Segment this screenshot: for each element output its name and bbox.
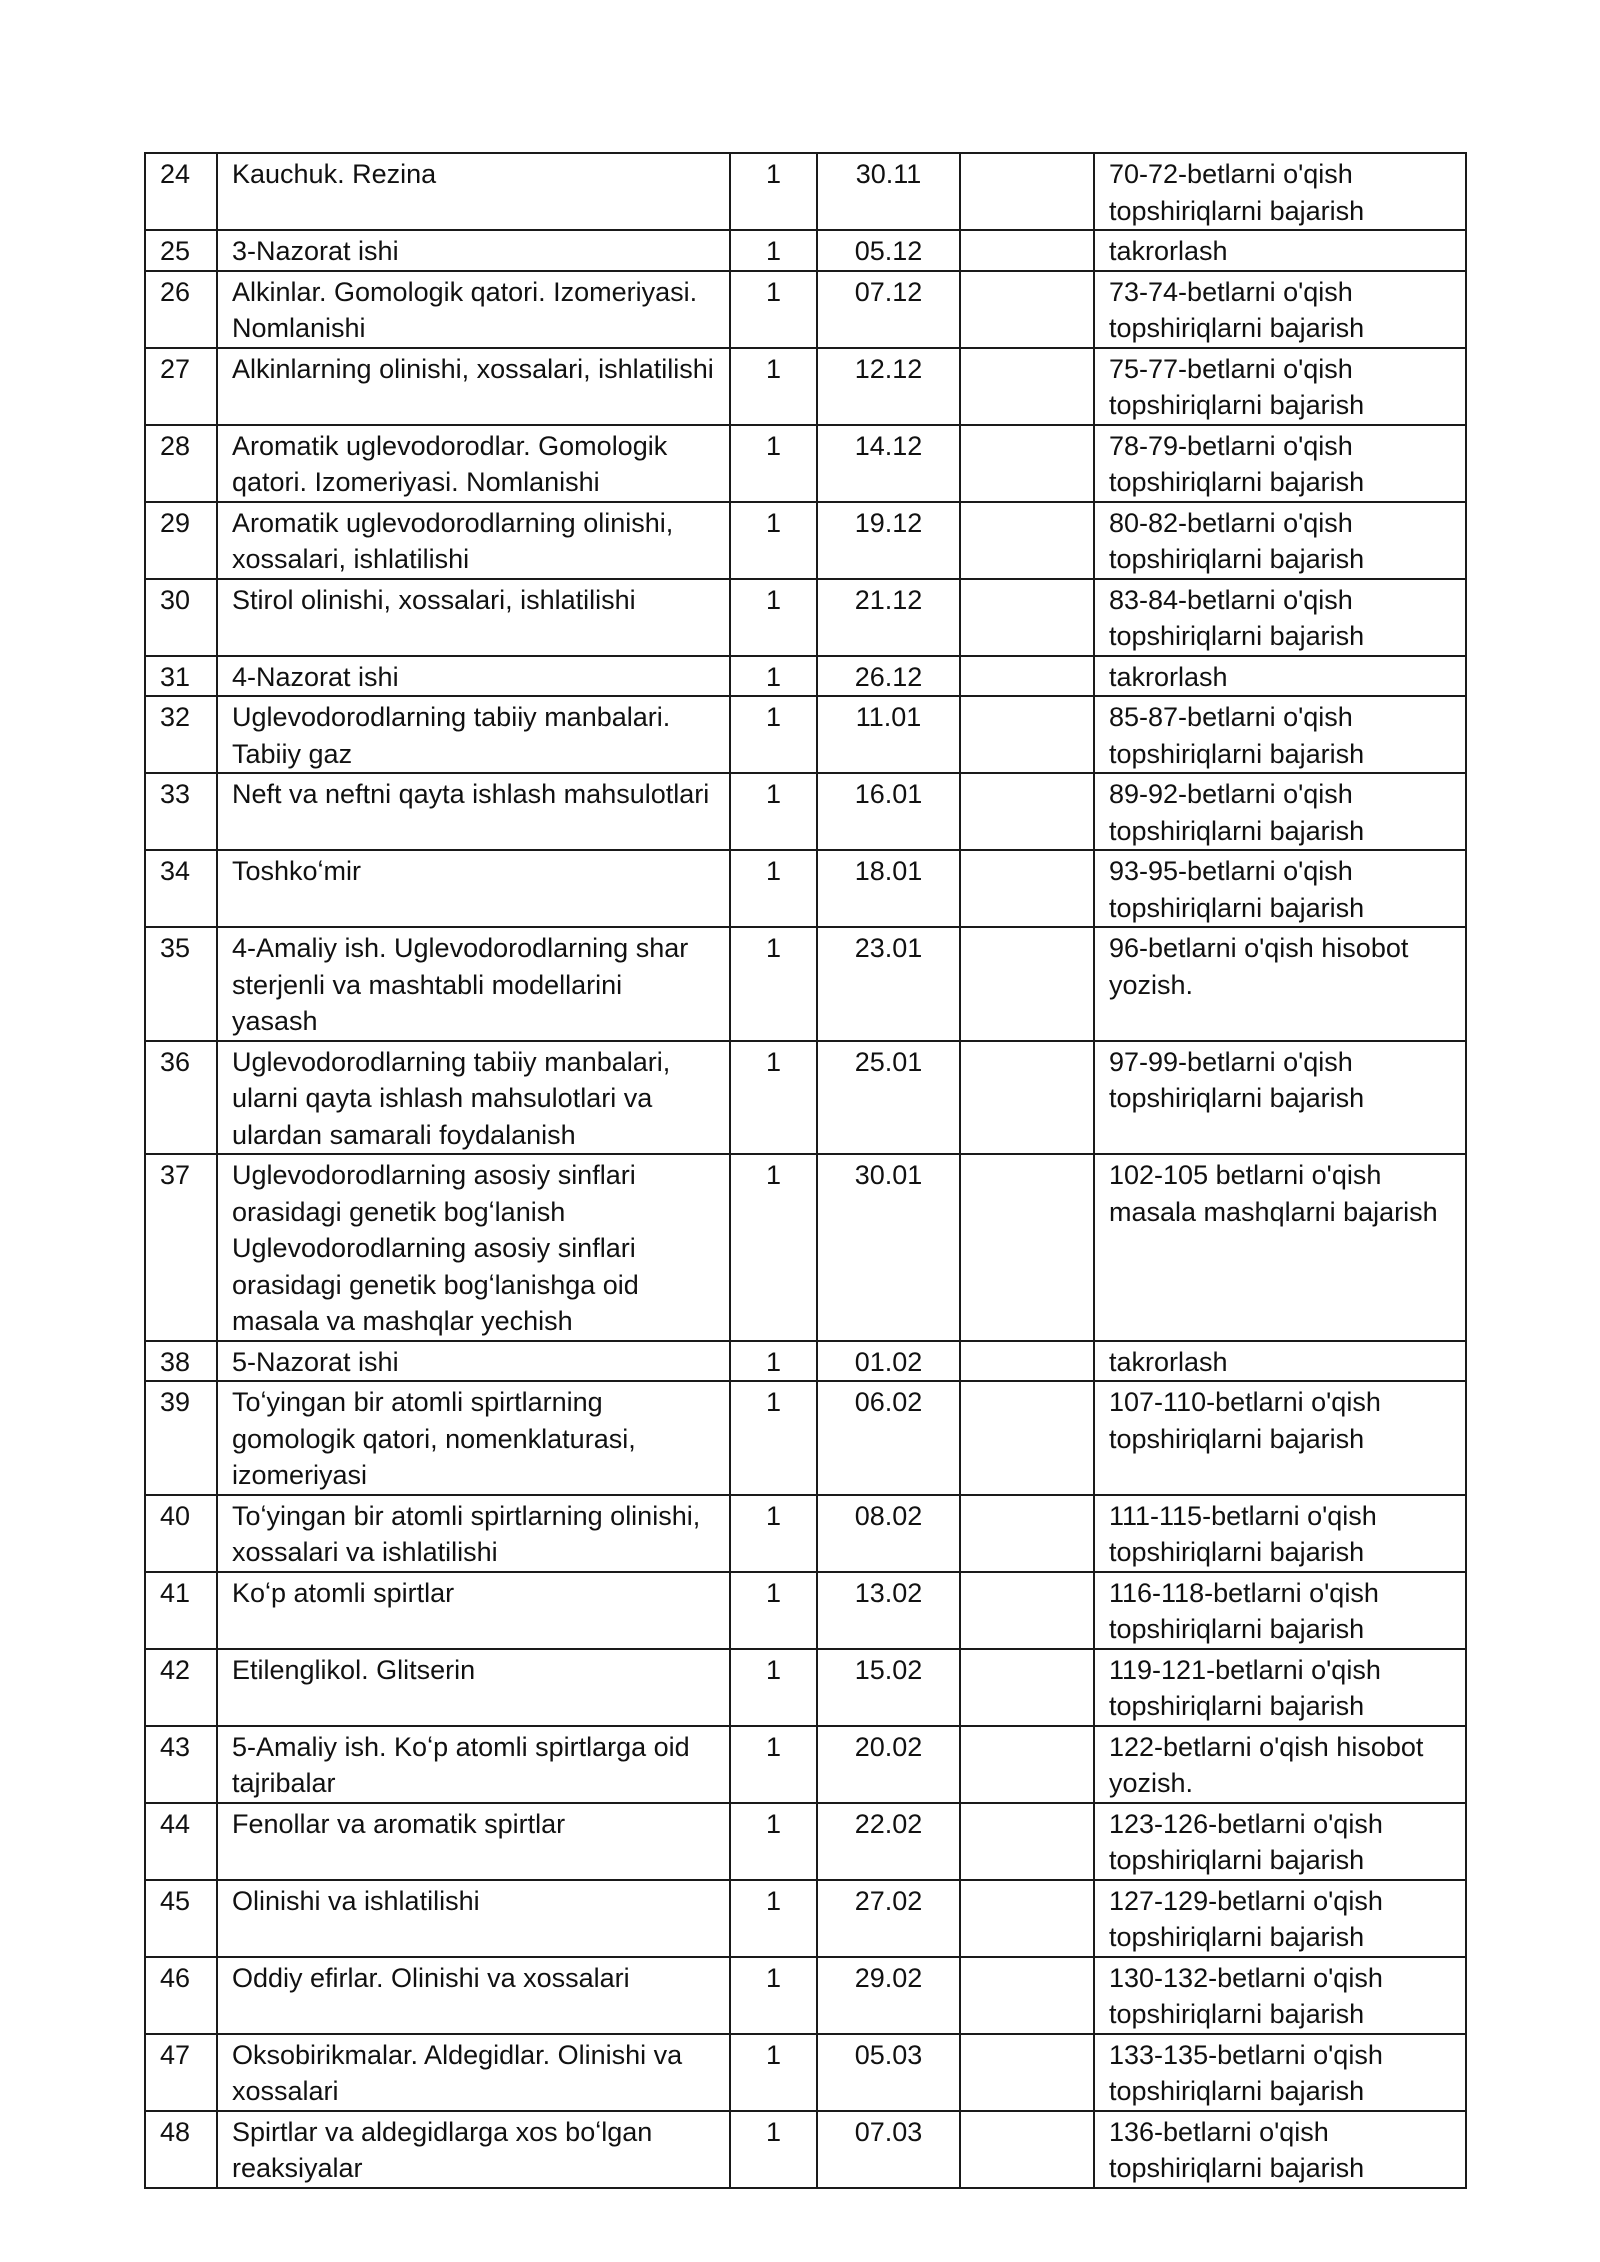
- lesson-number-cell: 41: [145, 1572, 217, 1649]
- lesson-date-cell: 11.01: [817, 696, 960, 773]
- lesson-hours-cell: 1: [730, 1649, 817, 1726]
- lesson-date-cell: 08.02: [817, 1495, 960, 1572]
- lesson-number-cell: 26: [145, 271, 217, 348]
- lesson-note-cell: [960, 1154, 1094, 1341]
- lesson-topic-cell: Spirtlar va aldegidlarga xos boʻlgan reaksiyalar: [217, 2111, 730, 2188]
- lesson-hours-cell: 1: [730, 153, 817, 230]
- lesson-date-cell: 22.02: [817, 1803, 960, 1880]
- table-row: [145, 656, 1466, 697]
- lesson-topic-cell: Koʻp atomli spirtlar: [217, 1572, 730, 1649]
- table-row: [145, 1572, 1466, 1649]
- lesson-number-cell: 48: [145, 2111, 217, 2188]
- lesson-topic-cell: Toʻyingan bir atomli spirtlarning gomologik qatori, nomenklaturasi, izomeriyasi: [217, 1381, 730, 1495]
- lesson-date-cell: 21.12: [817, 579, 960, 656]
- lesson-number-cell: 43: [145, 1726, 217, 1803]
- lesson-number-cell: 40: [145, 1495, 217, 1572]
- lesson-number-cell: 31: [145, 656, 217, 697]
- lesson-homework-cell: 119-121-betlarni o'qish topshiriqlarni bajarish: [1094, 1649, 1466, 1726]
- lesson-date-cell: 06.02: [817, 1381, 960, 1495]
- lesson-homework-cell: takrorlash: [1094, 1341, 1466, 1382]
- lesson-topic-cell: Fenollar va aromatik spirtlar: [217, 1803, 730, 1880]
- lesson-note-cell: [960, 656, 1094, 697]
- lesson-topic-cell: Toshkoʻmir: [217, 850, 730, 927]
- lesson-note-cell: [960, 1880, 1094, 1957]
- lesson-note-cell: [960, 425, 1094, 502]
- lesson-date-cell: 19.12: [817, 502, 960, 579]
- lesson-topic-cell: Alkinlar. Gomologik qatori. Izomeriyasi. Nomlanishi: [217, 271, 730, 348]
- table-row: [145, 271, 1466, 348]
- lesson-date-cell: 07.03: [817, 2111, 960, 2188]
- lesson-number-cell: 45: [145, 1880, 217, 1957]
- lesson-topic-cell: Alkinlarning olinishi, xossalari, ishlatilishi: [217, 348, 730, 425]
- lesson-date-cell: 23.01: [817, 927, 960, 1041]
- lesson-homework-cell: takrorlash: [1094, 230, 1466, 271]
- lesson-note-cell: [960, 153, 1094, 230]
- lesson-number-cell: 29: [145, 502, 217, 579]
- lesson-homework-cell: takrorlash: [1094, 656, 1466, 697]
- table-row: [145, 1041, 1466, 1155]
- table-row: [145, 696, 1466, 773]
- lesson-note-cell: [960, 927, 1094, 1041]
- lesson-topic-cell: Oksobirikmalar. Aldegidlar. Olinishi va xossalari: [217, 2034, 730, 2111]
- table-row: [145, 773, 1466, 850]
- table-row: [145, 1803, 1466, 1880]
- lesson-hours-cell: 1: [730, 656, 817, 697]
- lesson-number-cell: 25: [145, 230, 217, 271]
- lesson-hours-cell: 1: [730, 773, 817, 850]
- lesson-number-cell: 47: [145, 2034, 217, 2111]
- lesson-homework-cell: 127-129-betlarni o'qish topshiriqlarni bajarish: [1094, 1880, 1466, 1957]
- lesson-note-cell: [960, 348, 1094, 425]
- lesson-number-cell: 44: [145, 1803, 217, 1880]
- lesson-hours-cell: 1: [730, 1957, 817, 2034]
- lesson-homework-cell: 73-74-betlarni o'qish topshiriqlarni bajarish: [1094, 271, 1466, 348]
- table-row: [145, 850, 1466, 927]
- lesson-homework-cell: 122-betlarni o'qish hisobot yozish.: [1094, 1726, 1466, 1803]
- lesson-hours-cell: 1: [730, 1041, 817, 1155]
- lesson-topic-cell: 4-Nazorat ishi: [217, 656, 730, 697]
- lesson-topic-cell: Uglevodorodlarning tabiiy manbalari. Tabiiy gaz: [217, 696, 730, 773]
- lesson-homework-cell: 93-95-betlarni o'qish topshiriqlarni bajarish: [1094, 850, 1466, 927]
- lesson-topic-cell: Oddiy efirlar. Olinishi va xossalari: [217, 1957, 730, 2034]
- lesson-hours-cell: 1: [730, 425, 817, 502]
- table-row: [145, 1649, 1466, 1726]
- lesson-date-cell: 30.11: [817, 153, 960, 230]
- lesson-topic-cell: Uglevodorodlarning tabiiy manbalari, ularni qayta ishlash mahsulotlari va ulardan samarali foydalanish: [217, 1041, 730, 1155]
- lesson-hours-cell: 1: [730, 2034, 817, 2111]
- lesson-homework-cell: 85-87-betlarni o'qish topshiriqlarni bajarish: [1094, 696, 1466, 773]
- table-row: [145, 1726, 1466, 1803]
- lesson-hours-cell: 1: [730, 1726, 817, 1803]
- lesson-homework-cell: 78-79-betlarni o'qish topshiriqlarni bajarish: [1094, 425, 1466, 502]
- lesson-number-cell: 30: [145, 579, 217, 656]
- lesson-hours-cell: 1: [730, 1572, 817, 1649]
- lesson-date-cell: 16.01: [817, 773, 960, 850]
- lesson-homework-cell: 89-92-betlarni o'qish topshiriqlarni bajarish: [1094, 773, 1466, 850]
- table-row: [145, 502, 1466, 579]
- lesson-number-cell: 39: [145, 1381, 217, 1495]
- lesson-note-cell: [960, 1341, 1094, 1382]
- table-row: [145, 2111, 1466, 2188]
- lesson-number-cell: 42: [145, 1649, 217, 1726]
- lesson-homework-cell: 123-126-betlarni o'qish topshiriqlarni bajarish: [1094, 1803, 1466, 1880]
- lesson-note-cell: [960, 1495, 1094, 1572]
- lesson-date-cell: 27.02: [817, 1880, 960, 1957]
- lesson-topic-cell: 3-Nazorat ishi: [217, 230, 730, 271]
- table-row: [145, 153, 1466, 230]
- document-page: [144, 152, 1465, 2189]
- lesson-number-cell: 46: [145, 1957, 217, 2034]
- lesson-note-cell: [960, 696, 1094, 773]
- lesson-hours-cell: 1: [730, 502, 817, 579]
- lesson-hours-cell: 1: [730, 271, 817, 348]
- lesson-note-cell: [960, 1803, 1094, 1880]
- lesson-date-cell: 12.12: [817, 348, 960, 425]
- lesson-date-cell: 07.12: [817, 271, 960, 348]
- table-row: [145, 1880, 1466, 1957]
- lesson-note-cell: [960, 579, 1094, 656]
- table-row: [145, 230, 1466, 271]
- lesson-date-cell: 26.12: [817, 656, 960, 697]
- lesson-homework-cell: 136-betlarni o'qish topshiriqlarni bajarish: [1094, 2111, 1466, 2188]
- lesson-number-cell: 38: [145, 1341, 217, 1382]
- lesson-date-cell: 01.02: [817, 1341, 960, 1382]
- table-row: [145, 2034, 1466, 2111]
- table-row: [145, 1341, 1466, 1382]
- lesson-date-cell: 15.02: [817, 1649, 960, 1726]
- lesson-note-cell: [960, 271, 1094, 348]
- lesson-date-cell: 18.01: [817, 850, 960, 927]
- lesson-note-cell: [960, 1381, 1094, 1495]
- lesson-note-cell: [960, 2034, 1094, 2111]
- lesson-hours-cell: 1: [730, 1495, 817, 1572]
- lesson-homework-cell: 96-betlarni o'qish hisobot yozish.: [1094, 927, 1466, 1041]
- lesson-topic-cell: Aromatik uglevodorodlarning olinishi, xossalari, ishlatilishi: [217, 502, 730, 579]
- table-row: [145, 1957, 1466, 2034]
- lesson-date-cell: 05.12: [817, 230, 960, 271]
- lesson-number-cell: 35: [145, 927, 217, 1041]
- lesson-note-cell: [960, 2111, 1094, 2188]
- lesson-hours-cell: 1: [730, 348, 817, 425]
- lesson-date-cell: 13.02: [817, 1572, 960, 1649]
- table-row: [145, 1154, 1466, 1341]
- lesson-date-cell: 14.12: [817, 425, 960, 502]
- table-row: [145, 1495, 1466, 1572]
- lesson-homework-cell: 107-110-betlarni o'qish topshiriqlarni bajarish: [1094, 1381, 1466, 1495]
- lesson-number-cell: 37: [145, 1154, 217, 1341]
- lesson-hours-cell: 1: [730, 1154, 817, 1341]
- lesson-hours-cell: 1: [730, 1880, 817, 1957]
- lesson-number-cell: 32: [145, 696, 217, 773]
- lesson-note-cell: [960, 850, 1094, 927]
- lesson-homework-cell: 83-84-betlarni o'qish topshiriqlarni bajarish: [1094, 579, 1466, 656]
- lesson-homework-cell: 130-132-betlarni o'qish topshiriqlarni bajarish: [1094, 1957, 1466, 2034]
- lesson-number-cell: 34: [145, 850, 217, 927]
- lesson-note-cell: [960, 1726, 1094, 1803]
- lesson-topic-cell: Etilenglikol. Glitserin: [217, 1649, 730, 1726]
- lesson-homework-cell: 102-105 betlarni o'qish masala mashqlarni bajarish: [1094, 1154, 1466, 1341]
- lesson-topic-cell: Aromatik uglevodorodlar. Gomologik qatori. Izomeriyasi. Nomlanishi: [217, 425, 730, 502]
- lesson-topic-cell: Olinishi va ishlatilishi: [217, 1880, 730, 1957]
- lesson-hours-cell: 1: [730, 230, 817, 271]
- lesson-homework-cell: 133-135-betlarni o'qish topshiriqlarni bajarish: [1094, 2034, 1466, 2111]
- lesson-note-cell: [960, 1041, 1094, 1155]
- lesson-number-cell: 33: [145, 773, 217, 850]
- table-row: [145, 425, 1466, 502]
- lesson-topic-cell: Uglevodorodlarning asosiy sinflari orasidagi genetik bogʻlanish Uglevodorodlarning asosiy sinflari orasidagi genetik bogʻlanishga oid masala va mashqlar yechish: [217, 1154, 730, 1341]
- table-row: [145, 579, 1466, 656]
- lesson-date-cell: 30.01: [817, 1154, 960, 1341]
- lesson-topic-cell: 5-Nazorat ishi: [217, 1341, 730, 1382]
- lesson-hours-cell: 1: [730, 1803, 817, 1880]
- lesson-note-cell: [960, 1572, 1094, 1649]
- lesson-hours-cell: 1: [730, 927, 817, 1041]
- lesson-homework-cell: 111-115-betlarni o'qish topshiriqlarni bajarish: [1094, 1495, 1466, 1572]
- lesson-topic-cell: Stirol olinishi, xossalari, ishlatilishi: [217, 579, 730, 656]
- lesson-note-cell: [960, 1957, 1094, 2034]
- lesson-topic-cell: Toʻyingan bir atomli spirtlarning olinishi, xossalari va ishlatilishi: [217, 1495, 730, 1572]
- lesson-number-cell: 27: [145, 348, 217, 425]
- lesson-note-cell: [960, 1649, 1094, 1726]
- lesson-topic-cell: Neft va neftni qayta ishlash mahsulotlari: [217, 773, 730, 850]
- lesson-hours-cell: 1: [730, 579, 817, 656]
- lesson-note-cell: [960, 502, 1094, 579]
- lesson-number-cell: 36: [145, 1041, 217, 1155]
- lesson-homework-cell: 80-82-betlarni o'qish topshiriqlarni bajarish: [1094, 502, 1466, 579]
- lesson-date-cell: 05.03: [817, 2034, 960, 2111]
- lesson-date-cell: 25.01: [817, 1041, 960, 1155]
- lesson-number-cell: 28: [145, 425, 217, 502]
- table-row: [145, 348, 1466, 425]
- lesson-topic-cell: 5-Amaliy ish. Koʻp atomli spirtlarga oid tajribalar: [217, 1726, 730, 1803]
- lesson-date-cell: 20.02: [817, 1726, 960, 1803]
- lesson-homework-cell: 70-72-betlarni o'qish topshiriqlarni bajarish: [1094, 153, 1466, 230]
- lesson-plan-table: [144, 152, 1467, 2189]
- lesson-plan-body: [145, 153, 1466, 2188]
- lesson-hours-cell: 1: [730, 2111, 817, 2188]
- lesson-note-cell: [960, 773, 1094, 850]
- lesson-topic-cell: 4-Amaliy ish. Uglevodorodlarning shar sterjenli va mashtabli modellarini yasash: [217, 927, 730, 1041]
- lesson-hours-cell: 1: [730, 1341, 817, 1382]
- lesson-homework-cell: 97-99-betlarni o'qish topshiriqlarni bajarish: [1094, 1041, 1466, 1155]
- lesson-topic-cell: Kauchuk. Rezina: [217, 153, 730, 230]
- lesson-hours-cell: 1: [730, 1381, 817, 1495]
- lesson-note-cell: [960, 230, 1094, 271]
- lesson-date-cell: 29.02: [817, 1957, 960, 2034]
- lesson-homework-cell: 75-77-betlarni o'qish topshiriqlarni bajarish: [1094, 348, 1466, 425]
- table-row: [145, 927, 1466, 1041]
- lesson-hours-cell: 1: [730, 850, 817, 927]
- lesson-hours-cell: 1: [730, 696, 817, 773]
- table-row: [145, 1381, 1466, 1495]
- lesson-number-cell: 24: [145, 153, 217, 230]
- lesson-homework-cell: 116-118-betlarni o'qish topshiriqlarni bajarish: [1094, 1572, 1466, 1649]
